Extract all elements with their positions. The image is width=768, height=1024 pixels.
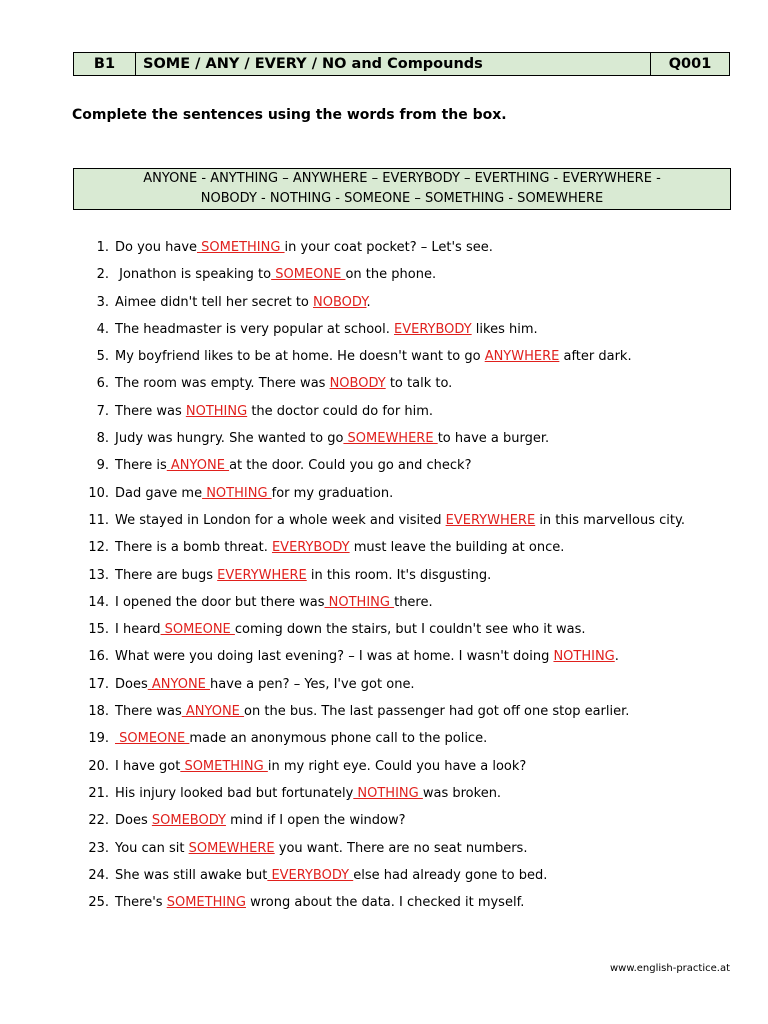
sentence-end: at the door. Could you go and check? <box>229 458 472 474</box>
answer-word: SOMEBODY <box>151 813 226 829</box>
sentence-number: 9. <box>96 458 109 474</box>
sentence-start: I have got <box>115 758 181 774</box>
instruction: Complete the sentences using the words from the box. <box>72 107 507 123</box>
sentence-number: 19. <box>88 731 109 747</box>
sentence-text <box>115 675 722 695</box>
answer-word: SOMETHING <box>197 240 285 255</box>
sentence-text <box>115 620 722 640</box>
sentence-number: 3. <box>96 294 109 310</box>
sentence-item <box>72 293 722 313</box>
sentence-number: 6. <box>96 376 109 392</box>
sentence-text <box>115 866 722 886</box>
sentence-start: There was <box>115 403 186 419</box>
answer-word: EVERYWHERE <box>445 512 536 528</box>
footer-url: www.english-practice.at <box>609 963 730 974</box>
sentence-number: 14. <box>88 594 109 610</box>
sentence-start: We stayed in London for a whole week and visited <box>115 512 446 528</box>
answer-word: EVERYBODY <box>271 540 350 556</box>
sentence-end: mind if I open the window? <box>225 813 406 829</box>
sentence-number: 13. <box>88 567 109 583</box>
sentence-text <box>115 484 722 504</box>
answer-word: NOBODY <box>329 376 386 392</box>
sentence-text <box>115 456 722 476</box>
answer-word: EVERYBODY <box>394 321 472 337</box>
sentence-number: 1. <box>96 240 109 255</box>
sentence-end: on the phone. <box>345 267 437 283</box>
sentence-number: 7. <box>96 403 109 419</box>
sentence-end: in this marvellous city. <box>535 512 685 528</box>
sentence-text <box>115 811 722 831</box>
sentence-start: Do you have <box>115 240 198 255</box>
sentence-number: 24. <box>88 867 109 883</box>
sentence-number: 8. <box>96 431 109 447</box>
sentence-item <box>72 811 722 831</box>
answer-word: NOTHING <box>185 403 248 419</box>
sentence-start: I opened the door but there was <box>115 594 325 610</box>
sentence-text <box>115 374 722 394</box>
sentence-end: likes him. <box>471 321 538 337</box>
sentence-number: 15. <box>88 622 109 638</box>
sentence-start: There's <box>115 895 167 911</box>
sentence-end: in this room. It's disgusting. <box>306 567 492 583</box>
sentence-number: 2. <box>96 267 109 283</box>
sentence-item <box>72 538 722 558</box>
answer-word: NOTHING <box>202 485 272 501</box>
sentence-item <box>72 238 722 258</box>
answer-word: SOMETHING <box>166 895 246 911</box>
sentence-end: have a pen? – Yes, I've got one. <box>210 676 415 692</box>
code-cell: Q001 <box>668 56 712 72</box>
sentence-number: 17. <box>88 676 109 692</box>
sentence-text <box>115 429 722 449</box>
sentence-text <box>115 238 722 258</box>
sentence-start: Does <box>115 813 152 829</box>
sentence-start: You can sit <box>115 840 189 856</box>
answer-word: SOMEONE <box>160 622 235 638</box>
sentence-text <box>115 593 722 613</box>
sentence-start: My boyfriend likes to be at home. He doesn't want to go <box>115 349 485 365</box>
worksheet-header <box>73 52 730 76</box>
answer-word: ANYONE <box>181 704 245 720</box>
sentence-end: coming down the stairs, but I couldn't see who it was. <box>234 622 586 638</box>
answer-word: ANYONE <box>166 458 230 474</box>
sentence-end: was broken. <box>422 785 502 801</box>
sentence-item <box>72 866 722 886</box>
sentence-number: 18. <box>88 704 109 720</box>
sentence-item <box>72 374 722 394</box>
sentence-number: 25. <box>88 895 109 911</box>
sentence-item <box>72 729 722 749</box>
answer-word: SOMETHING <box>180 758 268 774</box>
sentence-end: in my right eye. Could you have a look? <box>267 758 527 774</box>
sentence-number: 4. <box>96 321 109 337</box>
sentence-start: There was <box>115 704 182 720</box>
sentence-item <box>72 566 722 586</box>
sentence-text <box>115 293 722 313</box>
sentence-start: Jonathon is speaking to <box>115 267 272 283</box>
sentence-start: His injury looked bad but fortunately <box>115 785 354 801</box>
sentence-number: 20. <box>88 758 109 774</box>
sentence-item <box>72 757 722 777</box>
sentence-end: in your coat pocket? – Let's see. <box>284 240 493 255</box>
sentence-end: there. <box>394 594 433 610</box>
sentence-number: 21. <box>88 785 109 801</box>
sentence-start: There is <box>115 458 167 474</box>
sentence-text <box>115 320 722 340</box>
sentence-end: after dark. <box>559 349 632 365</box>
word-box <box>73 168 731 210</box>
answer-word: ANYWHERE <box>484 349 560 365</box>
sentence-item <box>72 347 722 367</box>
sentence-end: to have a burger. <box>437 431 550 447</box>
sentence-text <box>115 511 722 531</box>
sentence-item <box>72 511 722 531</box>
sentence-number: 11. <box>88 512 109 528</box>
sentence-end: else had already gone to bed. <box>353 867 548 883</box>
sentence-item <box>72 839 722 859</box>
sentence-number: 12. <box>88 540 109 556</box>
sentence-item <box>72 675 722 695</box>
answer-word: NOBODY <box>313 294 367 310</box>
sentence-end: . <box>366 294 371 310</box>
sentence-number: 10. <box>88 485 109 501</box>
answer-word: SOMEWHERE <box>188 840 275 856</box>
sentence-start: Judy was hungry. She wanted to go <box>115 431 344 447</box>
sentence-number: 22. <box>88 813 109 829</box>
sentence-start: Does <box>115 676 148 692</box>
sentence-item <box>72 320 722 340</box>
sentence-item <box>72 702 722 722</box>
word-box-line-2: NOBODY - NOTHING - SOMEONE – SOMETHING - SOMEWHERE <box>200 191 604 206</box>
answer-word: EVERYBODY <box>267 867 354 883</box>
exercise-list <box>72 238 722 920</box>
level-cell: B1 <box>74 53 136 75</box>
sentence-end: you want. There are no seat numbers. <box>274 840 528 856</box>
sentence-end: to talk to. <box>385 376 453 392</box>
sentence-item <box>72 593 722 613</box>
sentence-text <box>115 893 722 913</box>
sentence-text <box>115 784 722 804</box>
sentence-text <box>115 538 722 558</box>
sentence-start: The headmaster is very popular at school. <box>115 321 395 337</box>
sentence-end: the doctor could do for him. <box>247 403 433 419</box>
sentence-start: Dad gave me <box>115 485 203 501</box>
sentence-item <box>72 484 722 504</box>
answer-word: SOMEWHERE <box>343 431 438 447</box>
sentence-text <box>115 729 722 749</box>
title-cell: SOME / ANY / EVERY / NO and Compounds <box>136 53 651 75</box>
answer-word: ANYONE <box>147 676 211 692</box>
answer-word: SOMEONE <box>115 731 190 747</box>
sentence-item <box>72 402 722 422</box>
sentence-item <box>72 893 722 913</box>
sentence-text <box>115 402 722 422</box>
sentence-item <box>72 456 722 476</box>
sentence-start: I heard <box>115 622 161 638</box>
sentence-text <box>115 757 722 777</box>
sentence-number: 16. <box>88 649 109 665</box>
sentence-text <box>115 265 722 285</box>
sentence-text <box>115 839 722 859</box>
answer-word: EVERYWHERE <box>217 567 307 583</box>
sentence-start: There is a bomb threat. <box>115 540 272 556</box>
sentence-start: There are bugs <box>115 567 218 583</box>
sentence-text <box>115 647 722 667</box>
sentence-item <box>72 620 722 640</box>
sentence-start: The room was empty. There was <box>115 376 330 392</box>
sentence-end: must leave the building at once. <box>349 540 565 556</box>
answer-word: NOTHING <box>553 649 615 665</box>
sentence-number: 23. <box>88 840 109 856</box>
sentence-text <box>115 347 722 367</box>
sentence-start: Aimee didn't tell her secret to <box>115 294 314 310</box>
sentence-end: . <box>614 649 619 665</box>
sentence-item <box>72 647 722 667</box>
answer-word: NOTHING <box>324 594 395 610</box>
answer-word: NOTHING <box>353 785 423 801</box>
sentence-text <box>115 702 722 722</box>
sentence-end: made an anonymous phone call to the police. <box>189 731 488 747</box>
sentence-number: 5. <box>96 349 109 365</box>
sentence-item <box>72 429 722 449</box>
sentence-start: What were you doing last evening? – I was at home. I wasn't doing <box>115 649 554 665</box>
sentence-item <box>72 784 722 804</box>
sentence-text <box>115 566 722 586</box>
sentence-start: She was still awake but <box>115 867 268 883</box>
word-box-line-1: ANYONE - ANYTHING – ANYWHERE – EVERYBODY – EVERTHING - EVERYWHERE - <box>143 171 661 186</box>
answer-word: SOMEONE <box>271 267 346 283</box>
sentence-end: on the bus. The last passenger had got off one stop earlier. <box>244 704 630 720</box>
sentence-item <box>72 265 722 285</box>
sentence-end: for my graduation. <box>271 485 394 501</box>
sentence-end: wrong about the data. I checked it myself. <box>245 895 525 911</box>
